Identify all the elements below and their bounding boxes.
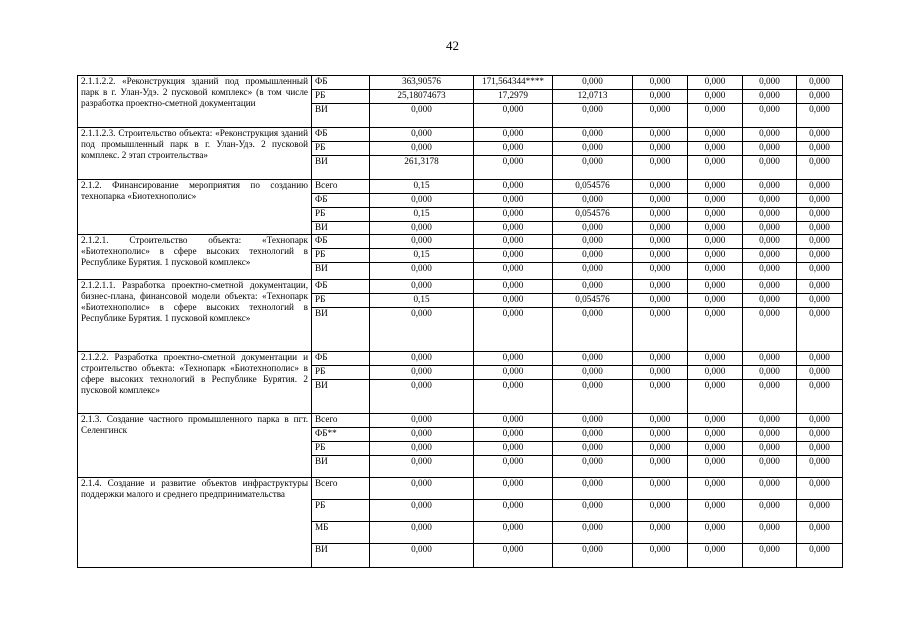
amount-cell: 0,000 [474,128,553,142]
amount-cell: 0,000 [797,500,843,522]
amount-cell: 0,000 [370,366,474,380]
amount-cell: 0,15 [370,294,474,308]
amount-cell: 0,000 [633,180,688,194]
amount-cell: 0,000 [797,478,843,500]
amount-cell: 0,000 [370,442,474,456]
amount-cell: 261,3178 [370,156,474,180]
amount-cell: 0,000 [474,142,553,156]
amount-cell: 0,000 [633,194,688,208]
amount-cell: 0,000 [553,142,633,156]
amount-cell: 0,000 [797,222,843,235]
amount-cell: 0,054576 [553,294,633,308]
amount-cell: 0,000 [633,308,688,352]
funding-source: ВИ [312,308,370,352]
amount-cell: 0,000 [688,249,743,263]
amount-cell: 0,000 [474,428,553,442]
table-row [78,280,843,294]
amount-cell: 0,000 [370,522,474,544]
amount-cell: 0,000 [474,235,553,249]
item-label: 2.1.4. Создание и развитие объектов инфраструктуры поддержки малого и среднего предпринимательства [78,478,312,568]
funding-source: РБ [312,142,370,156]
amount-cell: 0,000 [633,352,688,366]
funding-source: РБ [312,500,370,522]
table-row [78,352,843,366]
table-row [78,414,843,428]
amount-cell: 0,000 [553,456,633,478]
amount-cell: 0,000 [743,478,797,500]
item-label: 2.1.1.2.3. Строительство объекта: «Реконструкция зданий под промышленный парк в г. Улан-Удэ. 2 пусковой комплекс. 2 этап строительства» [78,128,312,180]
amount-cell: 0,000 [688,90,743,104]
amount-cell: 0,000 [797,76,843,90]
item-label: 2.1.1.2.2. «Реконструкция зданий под промышленный парк в г. Улан-Удэ. 2 пусковой комплекс» (в том числе разработка проектно-сметной документации [78,76,312,128]
amount-cell: 0,000 [633,90,688,104]
funding-source: РБ [312,366,370,380]
amount-cell: 0,000 [633,500,688,522]
amount-cell: 0,000 [474,500,553,522]
amount-cell: 0,000 [474,194,553,208]
amount-cell: 0,000 [743,366,797,380]
amount-cell: 0,000 [633,249,688,263]
amount-cell: 0,000 [553,156,633,180]
amount-cell: 0,000 [743,180,797,194]
amount-cell: 0,000 [370,194,474,208]
amount-cell: 0,000 [797,522,843,544]
amount-cell: 0,000 [474,478,553,500]
amount-cell: 0,000 [743,263,797,280]
amount-cell: 0,000 [688,544,743,568]
amount-cell: 0,000 [743,522,797,544]
page-number: 42 [446,38,459,53]
amount-cell: 0,000 [688,208,743,222]
amount-cell: 0,000 [370,414,474,428]
amount-cell: 0,000 [553,522,633,544]
funding-source: ВИ [312,104,370,128]
amount-cell: 0,000 [474,208,553,222]
amount-cell: 0,000 [688,500,743,522]
funding-source: ВИ [312,156,370,180]
amount-cell: 0,000 [633,428,688,442]
amount-cell: 0,000 [688,380,743,414]
amount-cell: 0,000 [688,222,743,235]
amount-cell: 0,000 [553,235,633,249]
amount-cell: 0,000 [633,128,688,142]
amount-cell: 0,000 [743,352,797,366]
amount-cell: 0,000 [633,478,688,500]
amount-cell: 0,000 [743,428,797,442]
amount-cell: 0,000 [370,222,474,235]
amount-cell: 0,000 [633,208,688,222]
amount-cell: 0,15 [370,249,474,263]
amount-cell: 0,000 [797,90,843,104]
amount-cell: 0,000 [474,366,553,380]
amount-cell: 0,000 [474,544,553,568]
amount-cell: 0,000 [474,352,553,366]
amount-cell: 0,000 [797,280,843,294]
amount-cell: 0,000 [633,156,688,180]
item-label: 2.1.2.2. Разработка проектно-сметной документации и строительство объекта: «Технопарк «Биотехнополис» в сфере высоких технологий в Республике Бурятия. 2 пусковой комплекс» [78,352,312,414]
amount-cell: 0,000 [474,294,553,308]
amount-cell: 0,000 [370,235,474,249]
amount-cell: 0,000 [633,442,688,456]
amount-cell: 0,000 [633,142,688,156]
amount-cell: 0,000 [688,235,743,249]
amount-cell: 0,000 [797,294,843,308]
item-label: 2.1.2.1. Строительство объекта: «Технопарк «Биотехнополис» в сфере высоких технологий в Республике Бурятия. 1 пусковой комплекс» [78,235,312,280]
amount-cell: 0,000 [553,249,633,263]
amount-cell: 0,000 [688,194,743,208]
amount-cell: 0,000 [743,280,797,294]
amount-cell: 0,000 [633,294,688,308]
amount-cell: 0,000 [743,194,797,208]
amount-cell: 0,000 [797,249,843,263]
amount-cell: 0,000 [688,442,743,456]
amount-cell: 0,000 [743,128,797,142]
amount-cell: 0,000 [688,308,743,352]
amount-cell: 0,000 [370,263,474,280]
amount-cell: 0,054576 [553,180,633,194]
amount-cell: 0,000 [688,456,743,478]
amount-cell: 0,15 [370,208,474,222]
item-label: 2.1.3. Создание частного промышленного парка в пгт. Селенгинск [78,414,312,478]
amount-cell: 0,000 [474,104,553,128]
amount-cell: 0,000 [688,263,743,280]
amount-cell: 0,000 [743,142,797,156]
amount-cell: 0,000 [474,180,553,194]
funding-source: ФБ [312,280,370,294]
amount-cell: 0,000 [553,414,633,428]
amount-cell: 0,000 [743,249,797,263]
amount-cell: 0,000 [688,280,743,294]
funding-source: РБ [312,90,370,104]
funding-source: ФБ [312,352,370,366]
amount-cell: 0,000 [797,544,843,568]
amount-cell: 0,000 [553,366,633,380]
amount-cell: 0,000 [743,308,797,352]
amount-cell: 12,0713 [553,90,633,104]
funding-source: ФБ [312,128,370,142]
amount-cell: 0,000 [474,456,553,478]
amount-cell: 0,000 [370,544,474,568]
table-row [78,128,843,142]
amount-cell: 0,000 [370,352,474,366]
amount-cell: 0,000 [633,380,688,414]
amount-cell: 0,000 [743,456,797,478]
amount-cell: 0,000 [797,104,843,128]
amount-cell: 0,000 [688,76,743,90]
item-label: 2.1.2. Финансирование мероприятия по созданию технопарка «Биотехнополис» [78,180,312,235]
amount-cell: 0,000 [474,263,553,280]
amount-cell: 17,2979 [474,90,553,104]
amount-cell: 0,000 [797,128,843,142]
amount-cell: 0,000 [797,380,843,414]
funding-source: РБ [312,249,370,263]
amount-cell: 0,000 [553,128,633,142]
funding-source: Всего [312,414,370,428]
amount-cell: 0,000 [688,180,743,194]
amount-cell: 0,000 [797,180,843,194]
amount-cell: 0,000 [553,280,633,294]
amount-cell: 0,000 [370,104,474,128]
amount-cell: 0,000 [797,428,843,442]
amount-cell: 25,18074673 [370,90,474,104]
amount-cell: 0,000 [743,208,797,222]
funding-source: ВИ [312,456,370,478]
amount-cell: 0,000 [743,414,797,428]
amount-cell: 0,000 [797,442,843,456]
amount-cell: 0,000 [633,522,688,544]
amount-cell: 0,000 [633,280,688,294]
amount-cell: 0,000 [474,414,553,428]
amount-cell: 0,000 [474,249,553,263]
funding-source: Всего [312,180,370,194]
amount-cell: 363,90576 [370,76,474,90]
amount-cell: 0,000 [553,544,633,568]
amount-cell: 0,000 [743,222,797,235]
table-row [78,478,843,500]
amount-cell: 0,000 [633,76,688,90]
amount-cell: 0,000 [743,76,797,90]
funding-source: ВИ [312,263,370,280]
amount-cell: 0,000 [553,308,633,352]
amount-cell: 0,000 [474,442,553,456]
amount-cell: 0,000 [553,428,633,442]
funding-source: РБ [312,442,370,456]
table-row [78,180,843,194]
amount-cell: 0,000 [553,263,633,280]
funding-source: ВИ [312,222,370,235]
amount-cell: 0,000 [797,142,843,156]
amount-cell: 0,000 [688,428,743,442]
amount-cell: 0,000 [370,428,474,442]
amount-cell: 0,000 [743,90,797,104]
amount-cell: 0,000 [797,156,843,180]
amount-cell: 0,000 [553,222,633,235]
amount-cell: 0,000 [370,280,474,294]
amount-cell: 0,000 [688,156,743,180]
amount-cell: 0,054576 [553,208,633,222]
amount-cell: 0,000 [797,308,843,352]
amount-cell: 0,000 [370,142,474,156]
amount-cell: 0,000 [743,544,797,568]
amount-cell: 0,000 [743,294,797,308]
funding-source: Всего [312,478,370,500]
amount-cell: 0,000 [797,366,843,380]
amount-cell: 0,000 [688,366,743,380]
amount-cell: 0,000 [370,478,474,500]
amount-cell: 0,000 [553,194,633,208]
amount-cell: 0,000 [474,156,553,180]
amount-cell: 0,000 [370,380,474,414]
amount-cell: 0,000 [474,222,553,235]
amount-cell: 0,000 [633,366,688,380]
amount-cell: 0,000 [743,442,797,456]
amount-cell: 0,000 [553,442,633,456]
amount-cell: 0,000 [370,456,474,478]
amount-cell: 0,000 [553,478,633,500]
amount-cell: 0,000 [633,544,688,568]
amount-cell: 0,000 [797,263,843,280]
amount-cell: 0,000 [553,76,633,90]
amount-cell: 0,000 [553,352,633,366]
amount-cell: 0,15 [370,180,474,194]
funding-table [77,75,843,568]
amount-cell: 0,000 [688,414,743,428]
amount-cell: 0,000 [553,380,633,414]
amount-cell: 0,000 [743,104,797,128]
amount-cell: 0,000 [633,414,688,428]
amount-cell: 0,000 [797,208,843,222]
amount-cell: 0,000 [553,500,633,522]
table-row [78,76,843,90]
amount-cell: 0,000 [633,263,688,280]
amount-cell: 0,000 [797,414,843,428]
funding-source: ФБ** [312,428,370,442]
funding-source: МБ [312,522,370,544]
amount-cell: 0,000 [797,194,843,208]
funding-source: ФБ [312,76,370,90]
amount-cell: 0,000 [797,235,843,249]
item-label: 2.1.2.1.1. Разработка проектно-сметной документации, бизнес-плана, финансовой модели объекта: «Технопарк «Биотехнополис» в сфере высоких технологий в Республике Бурятия. 1 пусковой комплекс» [78,280,312,352]
amount-cell: 0,000 [633,222,688,235]
funding-source: РБ [312,208,370,222]
funding-source: ФБ [312,235,370,249]
amount-cell: 0,000 [688,128,743,142]
amount-cell: 0,000 [743,235,797,249]
amount-cell: 0,000 [743,156,797,180]
amount-cell: 0,000 [370,500,474,522]
funding-source: ВИ [312,380,370,414]
amount-cell: 171,564344**** [474,76,553,90]
funding-source: ФБ [312,194,370,208]
funding-source: ВИ [312,544,370,568]
amount-cell: 0,000 [370,308,474,352]
table-row [78,235,843,249]
amount-cell: 0,000 [688,522,743,544]
amount-cell: 0,000 [797,456,843,478]
amount-cell: 0,000 [474,522,553,544]
amount-cell: 0,000 [743,380,797,414]
amount-cell: 0,000 [688,352,743,366]
amount-cell: 0,000 [474,308,553,352]
funding-source: РБ [312,294,370,308]
amount-cell: 0,000 [688,142,743,156]
amount-cell: 0,000 [688,104,743,128]
amount-cell: 0,000 [688,478,743,500]
amount-cell: 0,000 [688,294,743,308]
amount-cell: 0,000 [633,456,688,478]
amount-cell: 0,000 [474,280,553,294]
amount-cell: 0,000 [370,128,474,142]
amount-cell: 0,000 [797,352,843,366]
amount-cell: 0,000 [743,500,797,522]
amount-cell: 0,000 [633,235,688,249]
amount-cell: 0,000 [633,104,688,128]
amount-cell: 0,000 [474,380,553,414]
amount-cell: 0,000 [553,104,633,128]
